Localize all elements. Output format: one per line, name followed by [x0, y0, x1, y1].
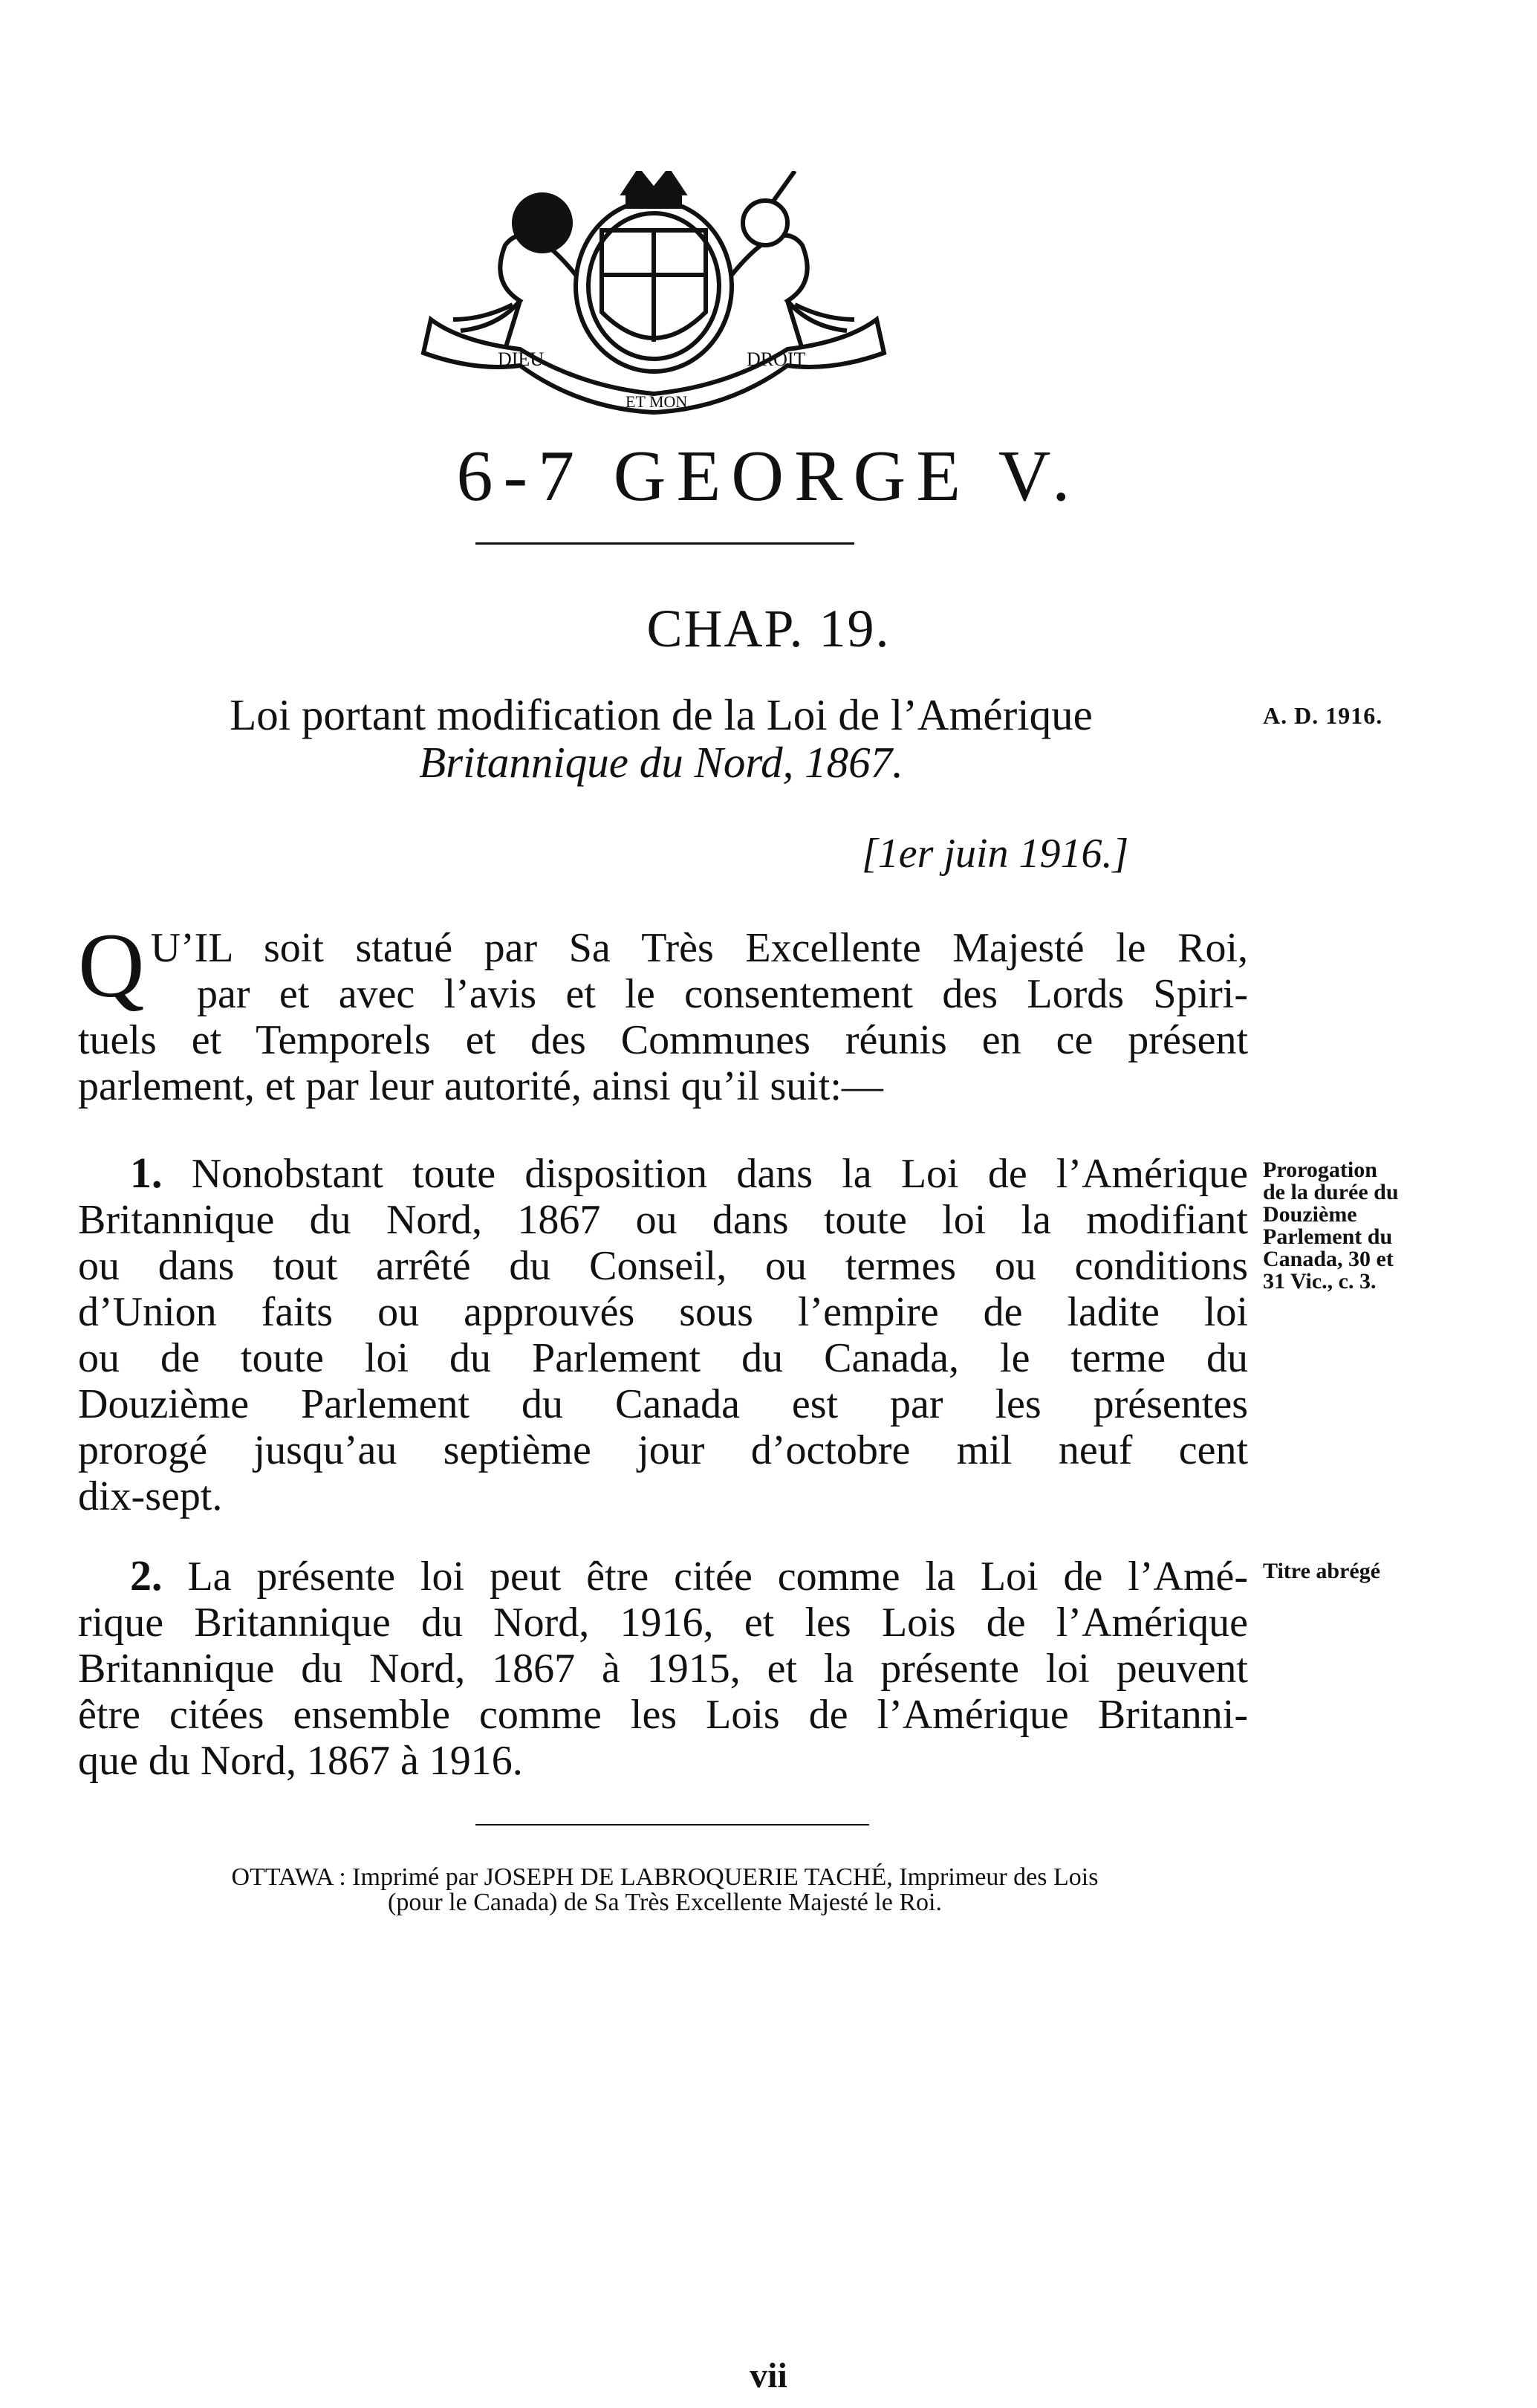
- enacting-line: parlement, et par leur autorité, ainsi qu’il suit:—: [78, 1063, 883, 1109]
- marginal-note-section-1: [1263, 1159, 1399, 1293]
- marginal-note-line: de la durée du: [1263, 1180, 1399, 1204]
- enacting-line: par et avec l’avis et le consentement des Lords Spiri-: [197, 971, 1248, 1017]
- section-line: Douzième Parlement du Canada est par les présentes: [78, 1381, 1248, 1427]
- section-1: [78, 1150, 1248, 1519]
- enacting-line: tuels et Temporels et des Communes réunis en ce présent: [78, 1017, 1248, 1063]
- enacting-line: U’IL soit statué par Sa Très Excellente Majesté le Roi,: [150, 925, 1248, 971]
- imprint-line-1: OTTAWA : Imprimé par JOSEPH DE LABROQUERIE TACHÉ, Imprimeur des Lois: [231, 1863, 1099, 1891]
- section-line: Britannique du Nord, 1867 ou dans toute loi la modifiant: [78, 1197, 1248, 1243]
- assent-date: [1er juin 1916.]: [862, 831, 1129, 877]
- motto-left: DIEU: [498, 348, 545, 370]
- section-line: que du Nord, 1867 à 1916.: [78, 1738, 523, 1784]
- long-title-line-2: Britannique du Nord, 1867.: [419, 738, 903, 787]
- section-text: La présente loi peut être citée comme la Loi de l’Amé-: [187, 1554, 1249, 1600]
- regnal-year-heading: 6-7 GEORGE V.: [456, 436, 1081, 516]
- royal-coat-of-arms: [416, 171, 891, 416]
- section-line: Britannique du Nord, 1867 à 1915, et la présente loi peuvent: [78, 1646, 1248, 1692]
- section-line: ou de toute loi du Parlement du Canada, le terme du: [78, 1335, 1248, 1381]
- marginal-note-line: 31 Vic., c. 3.: [1263, 1269, 1377, 1294]
- marginal-note-line: Canada, 30 et: [1263, 1247, 1394, 1271]
- section-line: d’Union faits ou approuvés sous l’empire de ladite loi: [78, 1289, 1248, 1335]
- closing-rule: [475, 1824, 869, 1826]
- motto-center: ET MON: [625, 392, 688, 411]
- page-number: vii: [750, 2356, 787, 2395]
- marginal-note-section-2: Titre abrégé: [1263, 1559, 1381, 1583]
- section-number: 1.: [130, 1149, 163, 1197]
- printer-imprint: [78, 1865, 1252, 1915]
- section-line: [78, 1150, 1248, 1197]
- chapter-heading: CHAP. 19.: [646, 599, 891, 658]
- section-2: [78, 1553, 1248, 1784]
- year-note: A. D. 1916.: [1263, 702, 1383, 729]
- section-line: dix-sept.: [78, 1473, 223, 1519]
- title-rule: [475, 542, 854, 545]
- section-line: rique Britannique du Nord, 1916, et les Lois de l’Amérique: [78, 1600, 1248, 1646]
- enacting-clause: [78, 915, 1248, 1109]
- section-number: 2.: [130, 1551, 163, 1600]
- long-title-line-1: Loi portant modification de la Loi de l’Amérique: [230, 690, 1093, 739]
- section-line: être citées ensemble comme les Lois de l’Amérique Britanni-: [78, 1692, 1248, 1738]
- motto-right: DROIT: [747, 348, 806, 370]
- marginal-note-line: Parlement du: [1263, 1224, 1393, 1249]
- marginal-note-line: Douzième: [1263, 1202, 1357, 1227]
- long-title: [111, 691, 1211, 786]
- drop-cap: Q: [78, 915, 145, 1016]
- marginal-note-line: Prorogation: [1263, 1158, 1377, 1182]
- section-line: [78, 1553, 1248, 1600]
- section-line: ou dans tout arrêté du Conseil, ou termes ou conditions: [78, 1243, 1248, 1289]
- section-line: prorogé jusqu’au septième jour d’octobre mil neuf cent: [78, 1427, 1248, 1473]
- section-text: Nonobstant toute disposition dans la Loi de l’Amérique: [191, 1151, 1249, 1197]
- imprint-line-2: (pour le Canada) de Sa Très Excellente Majesté le Roi.: [388, 1889, 942, 1916]
